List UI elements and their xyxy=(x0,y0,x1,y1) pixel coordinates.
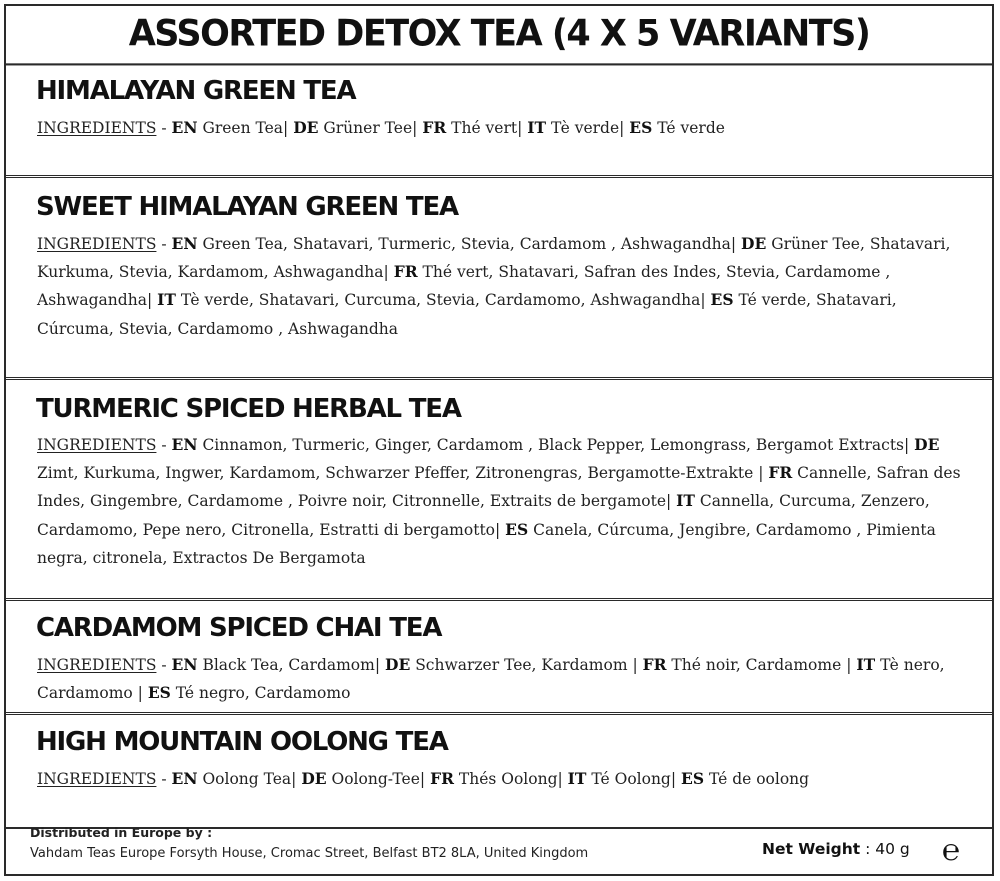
ingredients-label: INGREDIENTS xyxy=(37,770,157,788)
ingredients-label: INGREDIENTS xyxy=(37,235,157,253)
ingredient-list: Grüner Tee, Shatavari, Kurkuma, Stevia, Kardamom, Ashwagandha xyxy=(37,235,951,282)
language-code: ES xyxy=(681,769,705,788)
language-code: EN xyxy=(171,234,198,253)
language-code: DE xyxy=(741,234,767,253)
language-code: IT xyxy=(567,769,587,788)
language-code: EN xyxy=(171,435,198,454)
ingredients-text: INGREDIENTS - EN Cinnamon, Turmeric, Ginger, Cardamom , Black Pepper, Lemongrass, Bergamot Extracts| DE Zimt, Kurkuma, Ingwer, Kardamom, Schwarzer Pfeffer, Zitronengras, Bergamotte-Extrakte | FR Cannelle, Safran des Indes, Gingembre, Cardamome , Poivre noir, Citronnelle, Extraits de bergamote| IT Cannella, Curcuma, Zenzero, Cardamomo, Pepe nero, Citronella, Estratti di bergamotto| ES Canela, Cúrcuma, Jengibre, Cardamomo , Pimienta negra, citronela, Extractos De Bergamota xyxy=(37,435,961,567)
section-title: HIGH MOUNTAIN OOLONG TEA xyxy=(36,727,448,757)
language-code: IT xyxy=(676,491,695,511)
language-code: DE xyxy=(301,769,327,788)
language-code: IT xyxy=(157,290,176,310)
ingredients-label: INGREDIENTS xyxy=(37,656,157,674)
language-code: EN xyxy=(171,769,198,788)
ingredient-list: Cannelle, Safran des Indes, Gingembre, Cardamome , Poivre noir, Citronnelle, Extraits de bergamote xyxy=(37,464,961,511)
ingredient-list: Tè nero, Cardamomo xyxy=(37,656,945,703)
net-weight-value: : 40 g xyxy=(860,840,910,858)
ingredient-list: Oolong Tea xyxy=(197,770,292,788)
section-cardamom-spiced-chai-tea xyxy=(6,601,992,715)
ingredient-list: Tè verde xyxy=(546,119,620,137)
ingredients-text: INGREDIENTS - EN Green Tea, Shatavari, Turmeric, Stevia, Cardamom , Ashwagandha| DE Grüner Tee, Shatavari, Kurkuma, Stevia, Kardamom, Ashwagandha| FR Thé vert, Shatavari, Safran des Indes, Stevia, Cardamome , Ashwagandha| IT Tè verde, Shatavari, Curcuma, Stevia, Cardamomo, Ashwagandha| ES Té verde, Shatavari, Cúrcuma, Stevia, Cardamomo , Ashwagandha xyxy=(37,234,951,338)
section-title: TURMERIC SPICED HERBAL TEA xyxy=(36,394,461,424)
ingredient-list: Té de oolong xyxy=(704,770,810,788)
ingredient-list: Black Tea, Cardamom xyxy=(197,656,375,674)
ingredient-list: Thés Oolong xyxy=(453,770,558,788)
ingredient-list: Cannella, Curcuma, Zenzero, Cardamomo, Pepe nero, Citronella, Estratti di bergamotto xyxy=(37,492,930,539)
net-weight xyxy=(762,840,910,858)
language-code: FR xyxy=(393,262,418,282)
section-title: SWEET HIMALAYAN GREEN TEA xyxy=(36,192,458,222)
section-title: HIMALAYAN GREEN TEA xyxy=(36,76,356,106)
ingredient-list: Thé vert, Shatavari, Safran des Indes, Stevia, Cardamome , Ashwagandha xyxy=(37,263,891,310)
section-turmeric-spiced-herbal-tea xyxy=(6,380,992,601)
language-code: DE xyxy=(293,118,319,137)
language-code: IT xyxy=(856,655,876,674)
language-code: DE xyxy=(914,435,940,454)
ingredient-list: Green Tea xyxy=(197,119,284,137)
footer xyxy=(6,822,992,874)
language-code: ES xyxy=(505,519,529,539)
section-sweet-himalayan-green-tea xyxy=(6,178,992,380)
ingredients-text: INGREDIENTS - EN Green Tea| DE Grüner Tee| FR Thé vert| IT Tè verde| ES Té verde xyxy=(37,118,725,137)
ingredients-label: INGREDIENTS xyxy=(37,119,157,137)
product-label xyxy=(4,4,994,876)
ingredient-list: Tè verde, Shatavari, Curcuma, Stevia, Cardamomo, Ashwagandha xyxy=(175,291,701,310)
ingredient-list: Schwarzer Tee, Kardamom xyxy=(410,656,633,674)
language-code: EN xyxy=(171,118,198,137)
language-code: FR xyxy=(422,118,447,137)
distributor-address: Vahdam Teas Europe Forsyth House, Cromac Street, Belfast BT2 8LA, United Kingdom xyxy=(30,846,589,861)
language-code: DE xyxy=(385,655,411,674)
section-high-mountain-oolong-tea xyxy=(6,715,992,829)
estimated-sign-icon: ℮ xyxy=(942,833,961,868)
ingredient-list: Grüner Tee xyxy=(318,119,413,137)
ingredient-list: Canela, Cúrcuma, Jengibre, Cardamomo , Pimienta negra, citronela, Extractos De Bergamota xyxy=(37,520,936,567)
ingredient-list: Zimt, Kurkuma, Ingwer, Kardamom, Schwarzer Pfeffer, Zitronengras, Bergamotte-Extrakte xyxy=(37,464,759,483)
language-code: FR xyxy=(642,655,667,674)
ingredient-list: Té negro, Cardamomo xyxy=(170,684,351,703)
ingredient-list: Té verde xyxy=(652,119,725,137)
distributor-heading: Distributed in Europe by : xyxy=(30,825,213,840)
ingredients-label: INGREDIENTS xyxy=(37,436,157,454)
ingredient-list: Thé noir, Cardamome xyxy=(666,656,847,674)
language-code: FR xyxy=(768,463,793,483)
language-code: EN xyxy=(171,655,198,674)
language-code: FR xyxy=(430,769,454,788)
language-code: ES xyxy=(147,683,171,703)
language-code: ES xyxy=(629,118,653,137)
language-code: ES xyxy=(710,290,734,310)
ingredient-list: Cinnamon, Turmeric, Ginger, Cardamom , Black Pepper, Lemongrass, Bergamot Extracts xyxy=(197,436,904,454)
net-weight-label: Net Weight xyxy=(762,840,861,858)
ingredient-list: Oolong-Tee xyxy=(326,770,420,788)
ingredients-text: INGREDIENTS - EN Oolong Tea| DE Oolong-Tee| FR Thés Oolong| IT Té Oolong| ES Té de oolong xyxy=(37,769,810,788)
ingredient-list: Té verde, Shatavari, Cúrcuma, Stevia, Cardamomo , Ashwagandha xyxy=(37,291,897,338)
ingredients-text: INGREDIENTS - EN Black Tea, Cardamom| DE Schwarzer Tee, Kardamom | FR Thé noir, Cardamome | IT Tè nero, Cardamomo | ES Té negro, Cardamomo xyxy=(37,655,945,703)
ingredient-list: Thé vert xyxy=(446,119,518,137)
ingredient-list: Green Tea, Shatavari, Turmeric, Stevia, Cardamom , Ashwagandha xyxy=(197,235,731,253)
section-title: CARDAMOM SPICED CHAI TEA xyxy=(36,613,442,643)
ingredient-list: Té Oolong xyxy=(586,770,671,788)
language-code: IT xyxy=(527,118,547,137)
section-himalayan-green-tea xyxy=(6,64,992,178)
label-title: ASSORTED DETOX TEA (4 X 5 VARIANTS) xyxy=(6,5,992,66)
